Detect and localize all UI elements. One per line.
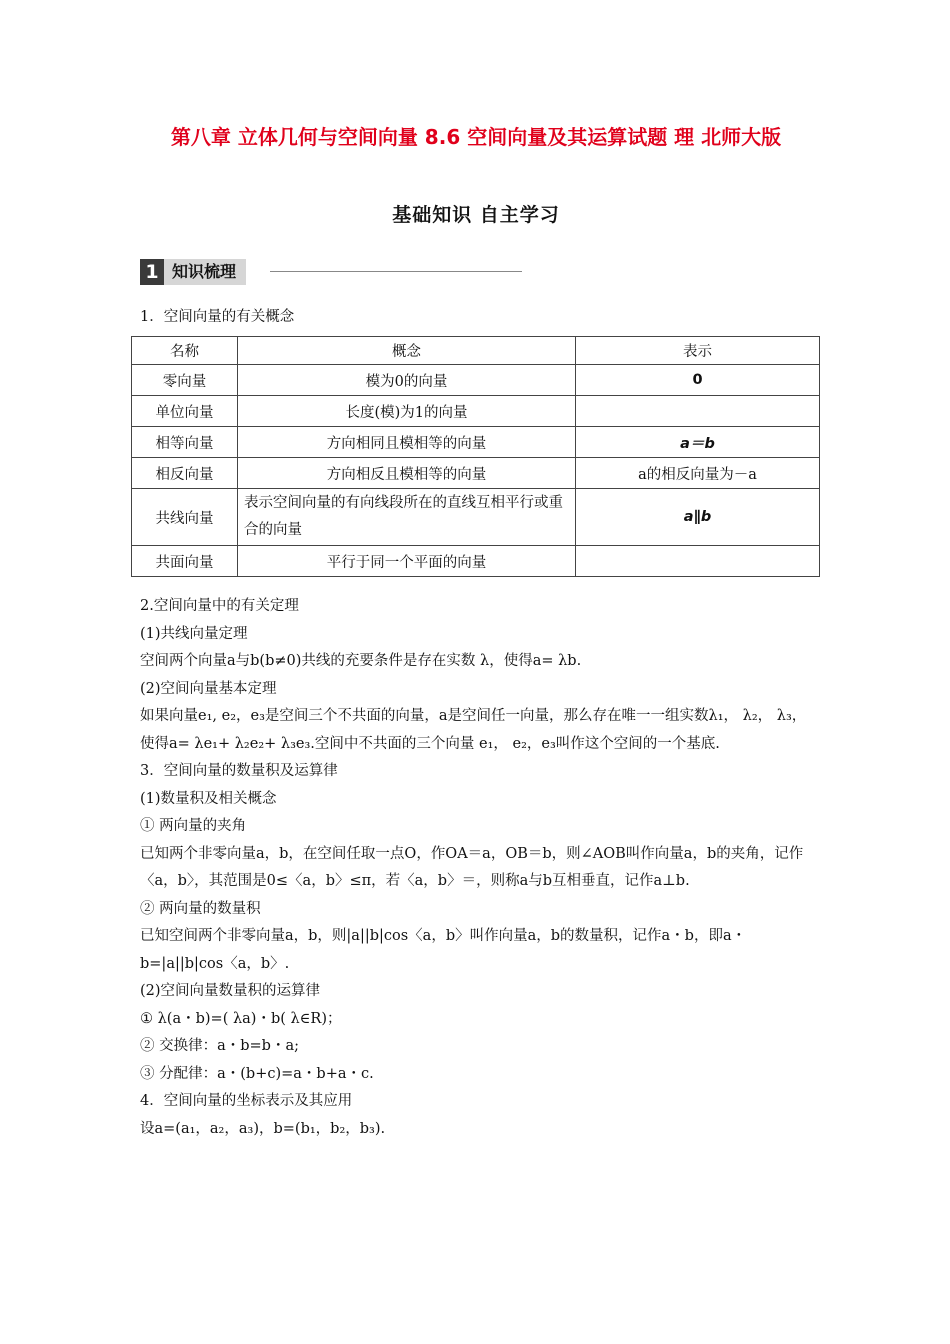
page-title: 第八章 立体几何与空间向量 8.6 空间向量及其运算试题 理 北师大版 [170, 125, 782, 149]
section-header [140, 259, 522, 285]
paragraph: 空间两个向量a与b(b≠0)共线的充要条件是存在实数 λ，使得a= λb. [140, 653, 582, 669]
formula-line: ③ 分配律：a・(b+c)=a・b+a・c. [140, 1065, 374, 1082]
table-row [132, 427, 820, 458]
table-row [132, 546, 820, 577]
table-cell-name: 单位向量 [132, 396, 238, 427]
table-row [132, 489, 820, 546]
paragraph: 已知两个非零向量a，b，在空间任取一点O，作OA＝a，OB＝b，则∠AOB叫作向量a，b的夹角，记作〈a，b〉，其范围是0≤〈a，b〉≤π，若〈a，b〉＝，则称a与b互相垂直，记作a⊥b. [140, 845, 804, 889]
section-heading: 3．空间向量的数量积及运算律 [140, 763, 338, 779]
table-cell-repr: 0 [576, 365, 820, 396]
table-cell-concept: 方向相同且模相等的向量 [238, 427, 576, 458]
subheading: (2)空间向量数量积的运算律 [140, 983, 321, 999]
table-cell-repr [576, 546, 820, 577]
table-cell-repr: a＝b [576, 427, 820, 458]
table-cell-concept: 平行于同一个平面的向量 [238, 546, 576, 577]
table-row [132, 396, 820, 427]
table-cell-repr: a∥b [576, 489, 820, 546]
paragraph: 设a=(a₁，a₂，a₃)，b=(b₁，b₂，b₃). [140, 1120, 386, 1137]
subheading: (1)共线向量定理 [140, 625, 248, 642]
table-header-cell: 表示 [576, 337, 820, 365]
table-cell-repr: a的相反向量为－a [576, 458, 820, 489]
table-cell-name: 相等向量 [132, 427, 238, 458]
formula-line: ② 交换律：a・b=b・a; [140, 1038, 299, 1054]
section-heading: 4．空间向量的坐标表示及其应用 [140, 1093, 353, 1109]
table-cell-concept: 模为0的向量 [238, 365, 576, 396]
table-cell-name: 相反向量 [132, 458, 238, 489]
table-header-cell: 概念 [238, 337, 576, 365]
subheading: ① 两向量的夹角 [140, 818, 247, 834]
body-text [140, 593, 812, 1143]
table-cell-repr [576, 396, 820, 427]
table-cell-name: 零向量 [132, 365, 238, 396]
paragraph: 已知空间两个非零向量a，b，则|a||b|cos〈a，b〉叫作向量a，b的数量积，记作a・b，即a・b=|a||b|cos〈a，b〉. [140, 928, 747, 972]
section-label: 知识梳理 [164, 259, 246, 285]
table-header-cell: 名称 [132, 337, 238, 365]
concepts-table [131, 336, 820, 577]
formula-line: ① λ(a・b)=( λa)・b( λ∈R)； [140, 1010, 342, 1027]
section-heading: 2.空间向量中的有关定理 [140, 598, 299, 614]
subheading: (2)空间向量基本定理 [140, 680, 277, 697]
table-row [132, 365, 820, 396]
table-cell-concept: 长度(模)为1的向量 [238, 396, 576, 427]
section-divider [270, 271, 522, 272]
table-cell-name: 共线向量 [132, 489, 238, 546]
table-cell-concept: 方向相反且模相等的向量 [238, 458, 576, 489]
page-subtitle: 基础知识 自主学习 [392, 204, 560, 226]
table-row [132, 458, 820, 489]
paragraph: 如果向量e₁, e₂，e₃是空间三个不共面的向量，a是空间任一向量，那么存在唯一一组实数λ₁， λ₂， λ₃，使得a= λe₁+ λ₂e₂+ λ₃e₃.空间中不共面的三个向量 e₁， e₂，e₃叫作这个空间的一个基底. [140, 708, 807, 752]
table-header-row [132, 337, 820, 365]
heading-1: 1．空间向量的有关概念 [140, 309, 295, 325]
subheading: (1)数量积及相关概念 [140, 790, 277, 807]
table-cell-name: 共面向量 [132, 546, 238, 577]
table-cell-concept: 表示空间向量的有向线段所在的直线互相平行或重合的向量 [238, 489, 576, 546]
section-number: 1 [140, 259, 164, 285]
subheading: ② 两向量的数量积 [140, 900, 261, 917]
